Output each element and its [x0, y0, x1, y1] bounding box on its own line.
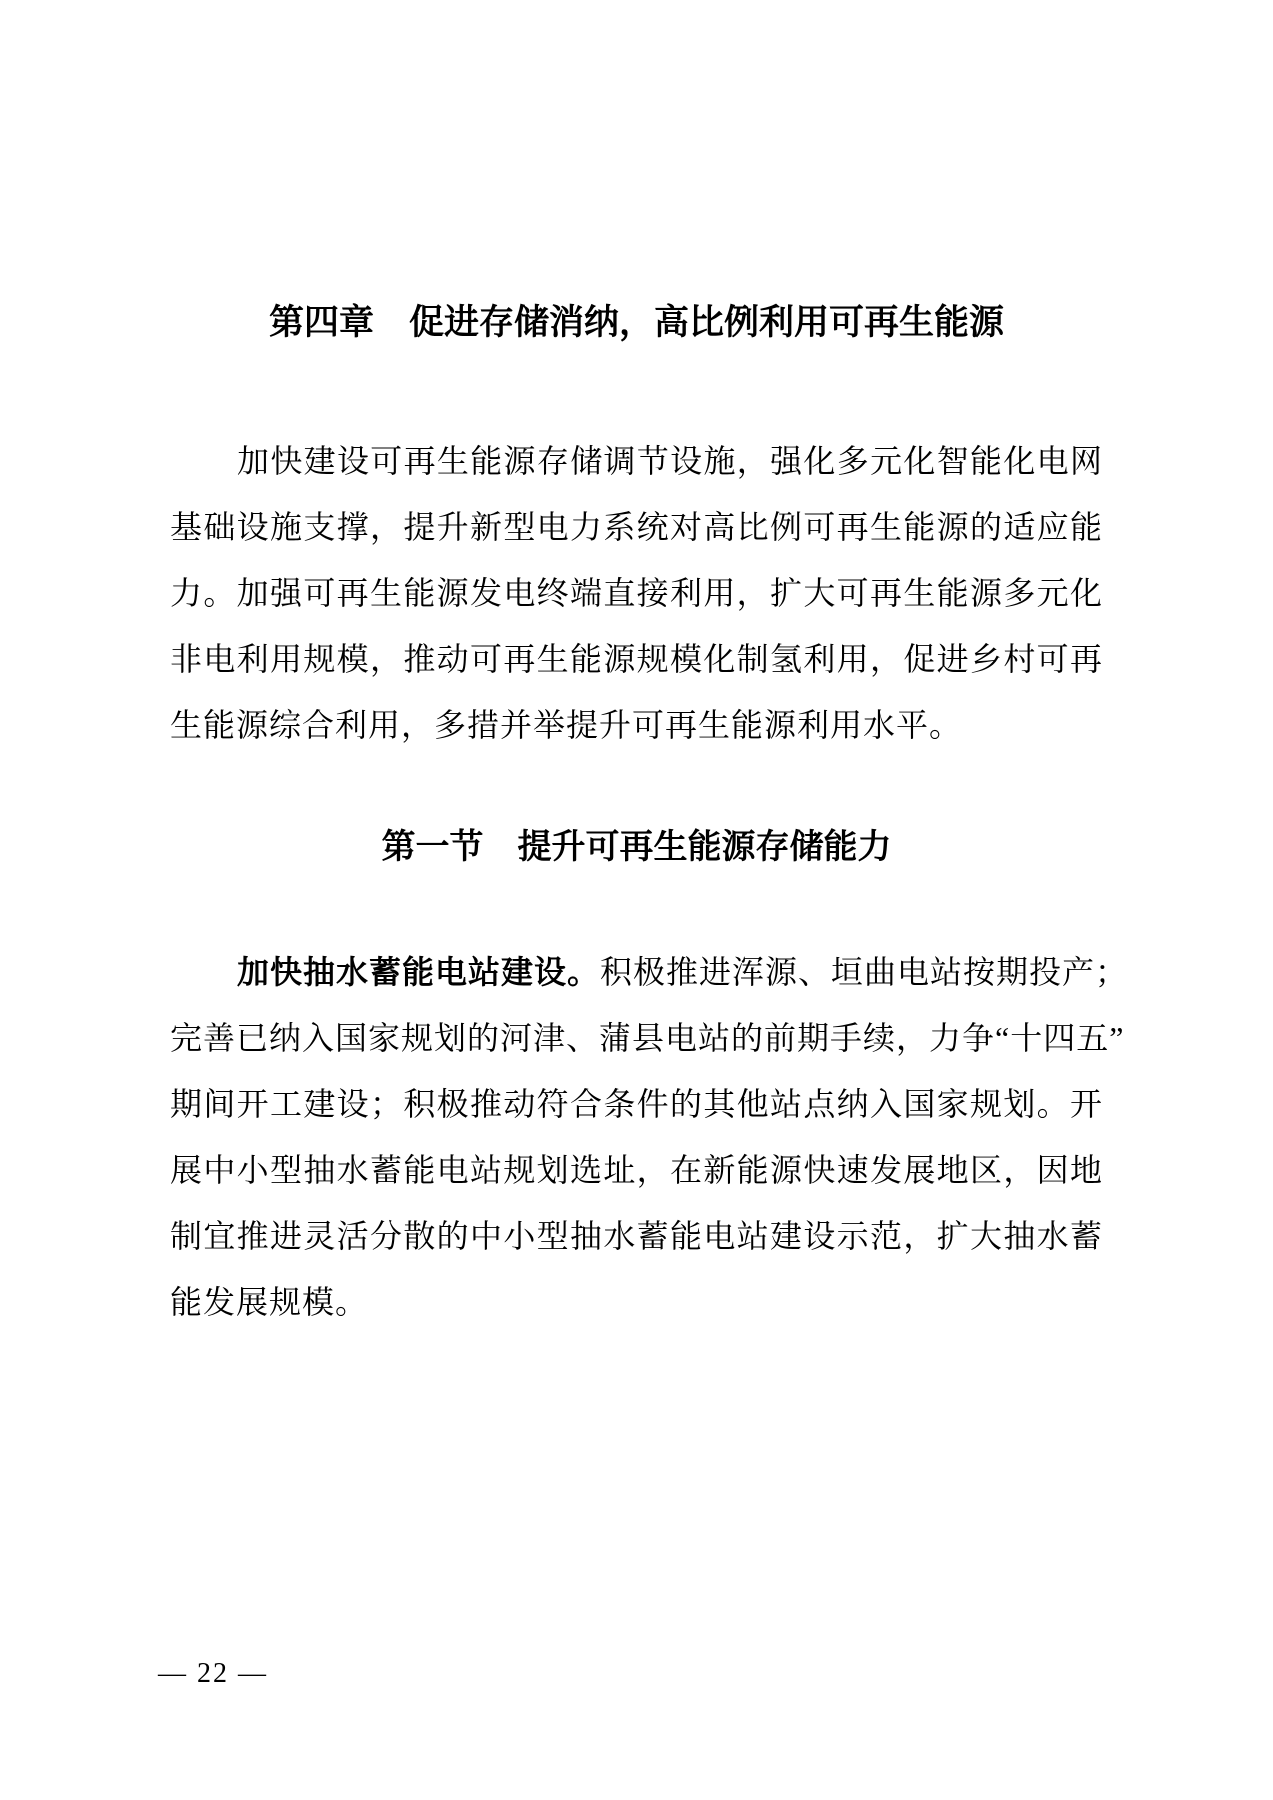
chapter-title: 第四章 促进存储消纳，高比例利用可再生能源 — [268, 303, 1004, 343]
paragraph-line — [170, 939, 1129, 1005]
section-title: 第一节 提升可再生能源存储能力 — [381, 829, 892, 866]
paragraph-line: 能发展规模。 — [170, 1284, 369, 1320]
paragraph-line: 展中小型抽水蓄能电站规划选址，在新能源快速发展地区，因地 — [170, 1152, 1103, 1188]
paragraph-bold-lead: 加快抽水蓄能电站建设。 — [237, 954, 601, 990]
paragraph-line: 力。加强可再生能源发电终端直接利用，扩大可再生能源多元化 — [170, 575, 1103, 611]
paragraph-line: 制宜推进灵活分散的中小型抽水蓄能电站建设示范，扩大抽水蓄 — [170, 1218, 1103, 1254]
paragraph-line: 期间开工建设；积极推动符合条件的其他站点纳入国家规划。开 — [170, 1086, 1103, 1122]
paragraph-line: 基础设施支撑，提升新型电力系统对高比例可再生能源的适应能 — [170, 509, 1103, 545]
paragraph-line: 加快建设可再生能源存储调节设施，强化多元化智能化电网 — [237, 443, 1103, 479]
paragraph-line: 非电利用规模，推动可再生能源规模化制氢利用，促进乡村可再 — [170, 641, 1103, 677]
intro-paragraph — [170, 428, 1103, 758]
paragraph-line-text: 积极推进浑源、垣曲电站按期投产； — [600, 954, 1129, 990]
paragraph-line: 生能源综合利用，多措并举提升可再生能源利用水平。 — [170, 707, 963, 743]
paragraph-line: 完善已纳入国家规划的河津、蒲县电站的前期手续，力争“十四五” — [170, 1020, 1125, 1056]
pumped-storage-paragraph — [170, 939, 1129, 1335]
page-number: — 22 — — [158, 1658, 268, 1689]
